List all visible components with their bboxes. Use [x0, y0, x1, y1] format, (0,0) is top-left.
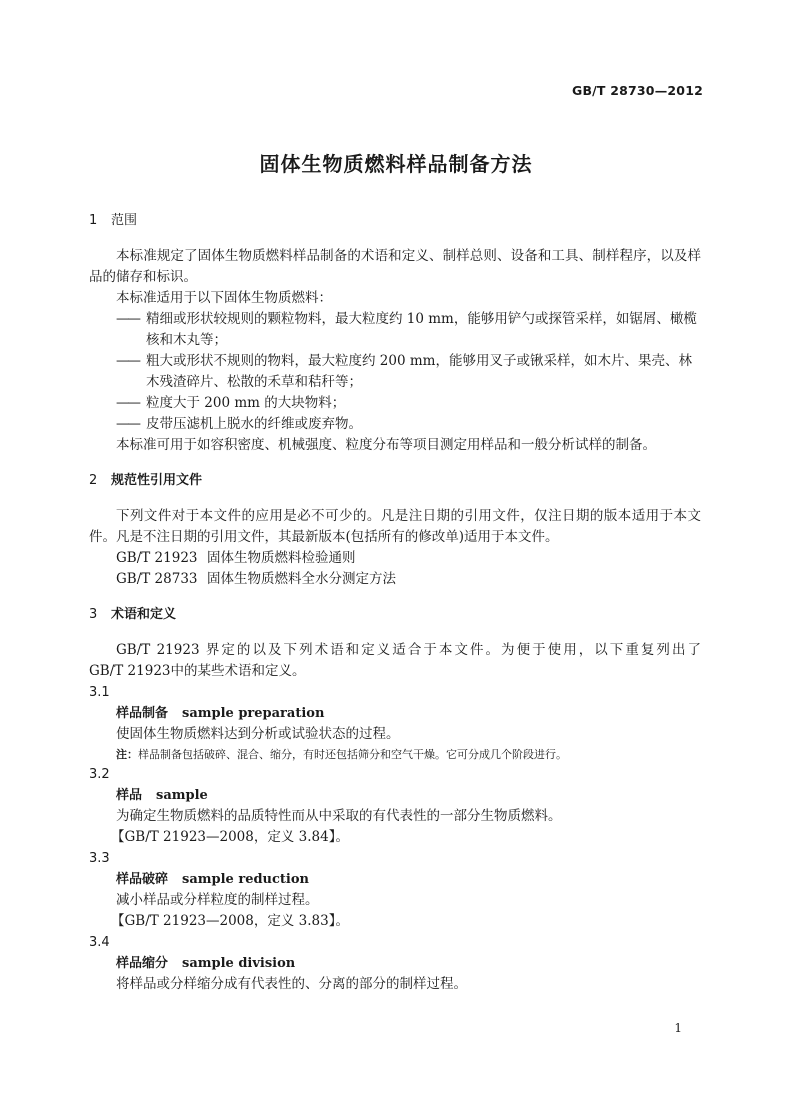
terms-intro-line-2: GB/T 21923中的某些术语和定义。: [89, 663, 306, 679]
terms-intro-line-1: GB/T 21923 界定的以及下列术语和定义适合于本文件。为便于使用，以下重复列出了: [116, 642, 701, 658]
standard-code: GB/T 28730—2012: [571, 83, 703, 98]
reference-title: 固体生物质燃料全水分测定方法: [207, 571, 396, 587]
document-title: 固体生物质燃料样品制备方法: [259, 152, 533, 176]
term-number: 3.4: [89, 935, 110, 950]
term-name: 样品制备 sample preparation: [116, 706, 325, 721]
section-number: 3: [89, 607, 98, 622]
page-number: 1: [674, 1021, 682, 1035]
document-body: [89, 210, 701, 995]
section-2-heading: [89, 470, 701, 492]
list-item: —— 粒度大于 200 mm 的大块物料；: [89, 393, 701, 414]
list-item: —— 皮带压滤机上脱水的纤维或废弃物。: [89, 414, 701, 435]
reference-title: 固体生物质燃料检验通则: [207, 550, 356, 566]
term-number: 3.3: [89, 851, 110, 866]
term-definition: 为确定生物质燃料的品质特性而从中采取的有代表性的一部分生物质燃料。: [116, 808, 562, 824]
section-3-heading: [89, 604, 701, 626]
term-name: 样品缩分 sample division: [116, 956, 296, 971]
section-title: 规范性引用文件: [111, 473, 203, 488]
section-number: 2: [89, 473, 98, 488]
section-title: 术语和定义: [111, 607, 177, 622]
term-name: 样品破碎 sample reduction: [116, 872, 309, 887]
dash-mark: ——: [116, 311, 139, 327]
list-item: —— 精细或形状较规则的颗粒物料，最大粒度约 10 mm，能够用铲勺或探管采样，如锯屑、橄榄核和木丸等；: [116, 311, 697, 348]
term-source: 【GB/T 21923—2008，定义 3.83】。: [111, 913, 349, 929]
section-number: 1: [89, 213, 98, 228]
scope-applicability: 本标准适用于以下固体生物质燃料：: [116, 290, 332, 306]
scope-usage: 本标准可用于如容积密度、机械强度、粒度分布等项目测定用样品和一般分析试样的制备。: [116, 437, 656, 453]
term-number: 3.1: [89, 685, 110, 700]
term-definition: 将样品或分样缩分成有代表性的、分离的部分的制样过程。: [116, 976, 467, 992]
reference-item: [89, 569, 701, 590]
term-name: 样品 sample: [116, 788, 208, 803]
term-source: 【GB/T 21923—2008，定义 3.84】。: [111, 829, 349, 845]
reference-item: [89, 548, 701, 569]
scope-paragraph: 本标准规定了固体生物质燃料样品制备的术语和定义、制样总则、设备和工具、制样程序，以及样品的储存和标识。: [89, 248, 701, 285]
dash-mark: ——: [116, 416, 139, 432]
reference-code: GB/T 28733: [116, 571, 198, 587]
list-item: —— 粗大或形状不规则的物料，最大粒度约 200 mm，能够用叉子或锹采样，如木片、果壳、林木残渣碎片、松散的禾草和秸秆等；: [116, 353, 692, 390]
section-title: 范围: [111, 213, 138, 228]
references-paragraph: 下列文件对于本文件的应用是必不可少的。凡是注日期的引用文件，仅注日期的版本适用于本文件。凡是不注日期的引用文件，其最新版本(包括所有的修改单)适用于本文件。: [89, 508, 701, 545]
term-definition: 使固体生物质燃料达到分析或试验状态的过程。: [116, 726, 400, 742]
section-1-heading: [89, 210, 701, 232]
term-definition: 减小样品或分样粒度的制样过程。: [116, 892, 319, 908]
term-number: 3.2: [89, 767, 110, 782]
term-note: 注：样品制备包括破碎、混合、缩分，有时还包括筛分和空气干燥。它可分成几个阶段进行。: [116, 748, 567, 761]
reference-code: GB/T 21923: [116, 550, 198, 566]
dash-mark: ——: [116, 395, 139, 411]
dash-mark: ——: [116, 353, 139, 369]
